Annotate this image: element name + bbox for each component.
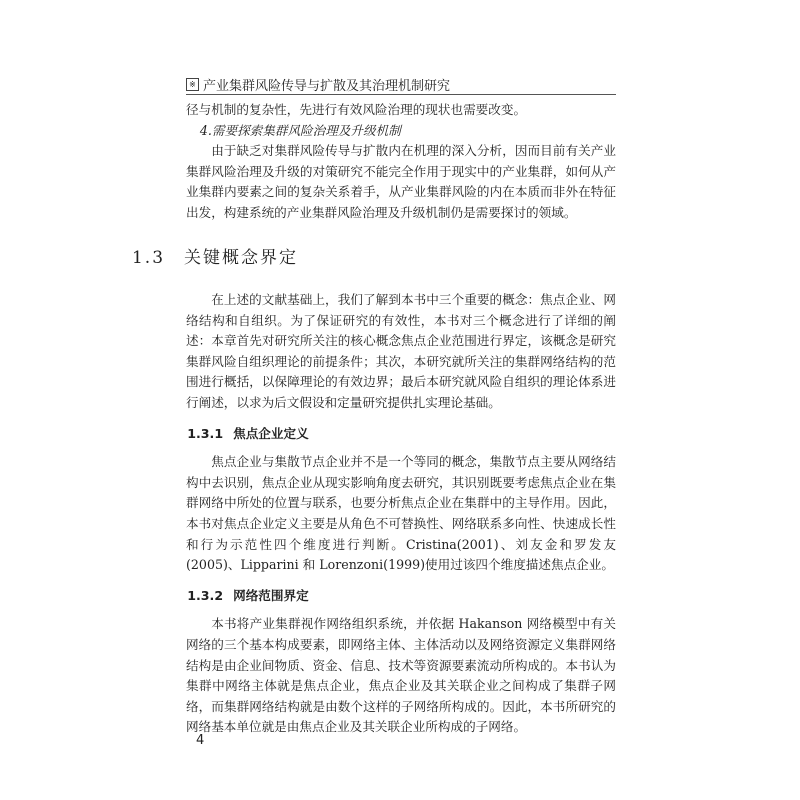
running-header-title: 产业集群风险传导与扩散及其治理机制研究 [203,78,451,94]
page-number: 4 [196,733,205,748]
point-4-heading: 4.需要探索集群风险治理及升级机制 [199,122,401,138]
subsection-number: 1.3.2 [187,587,224,603]
subsection-heading-1-3-2 [186,586,616,607]
running-header [186,74,616,95]
section-heading-1-3: 1.3 关键概念界定 [131,248,299,268]
point-4-paragraph: 由于缺乏对集群风险传导与扩散内在机理的深入分析，因而目前有关产业集群风险治理及升级的对策研究不能完全作用于现实中的产业集群，如何从产业集群内要素之间的复杂关系着手，从产业集群风险的内在本质而非外在特征出发，构建系统的产业集群风险治理及升级机制仍是需要探讨的领域。 [186,143,616,220]
subsection-heading-1-3-1 [186,424,616,445]
subsection-title: 焦点企业定义 [233,425,309,441]
section-intro-paragraph: 在上述的文献基础上，我们了解到本书中三个重要的概念：焦点企业、网络结构和自组织。为了保证研究的有效性，本书对三个概念进行了详细的阐述：本章首先对研究所关注的核心概念焦点企业范围进行界定，该概念是研究集群风险自组织理论的前提条件；其次，本研究就所关注的集群网络结构的范围进行概括，以保障理论的有效边界；最后本研究就风险自组织的理论体系进行阐述，以求为后文假设和定量研究提供扎实理论基础。 [186,292,616,410]
section-body [186,290,616,738]
subsection-number: 1.3.1 [187,425,224,441]
subsection-1-3-1-paragraph: 焦点企业与集散节点企业并不是一个等同的概念，集散节点主要从网络结构中去识别，焦点企业从现实影响角度去研究，其识别既要考虑焦点企业在集群网络中所处的位置与联系，也要分析焦点企业在集群中的主导作用。因此，本书对焦点企业定义主要是从角色不可替换性、网络联系多向性、快速成长性和行为示范性四个维度进行判断。Cristina(2001)、刘友金和罗发友(2005)、Lipparini 和 Lorenzoni(1999)使用过该四个维度描述焦点企业。 [186,454,616,573]
subsection-1-3-2-paragraph: 本书将产业集群视作网络组织系统，并依据 Hakanson 网络模型中有关网络的三个基本构成要素，即网络主体、主体活动以及网络资源定义集群网络结构是由企业间物质、资金、信息、技术等资源要素流动所构成的。本书认为集群中网络主体就是焦点企业，焦点企业及其关联企业之间构成了集群子网络，而集群网络结构就是由数个这样的子网络所构成的。因此，本书所研究的网络基本单位就是由焦点企业及其关联企业所构成的子网络。 [186,616,616,735]
subsection-title: 网络范围界定 [233,587,309,603]
header-mark-icon: ※ [186,78,199,91]
paragraph-continued: 径与机制的复杂性，先进行有效风险治理的现状也需要改变。 [186,102,527,117]
page-body [186,100,616,224]
